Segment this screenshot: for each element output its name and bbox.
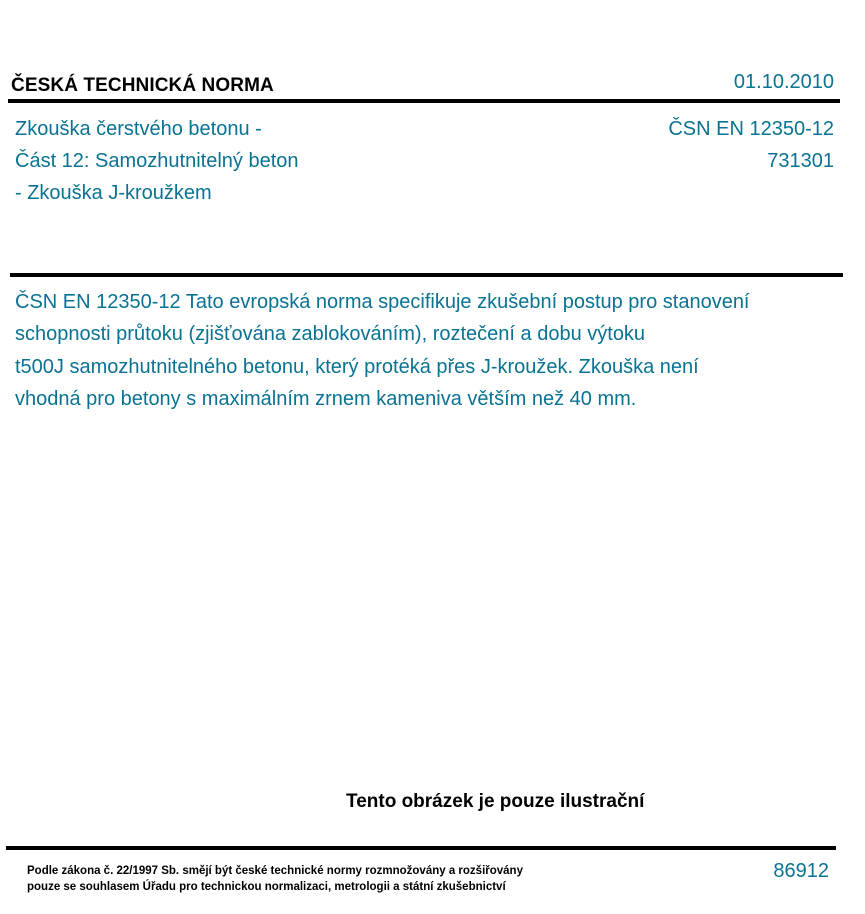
bottom-divider [6, 846, 836, 850]
legal-notice-line: Podle zákona č. 22/1997 Sb. smějí být české technické normy rozmnožovány a rozšiřovány [27, 865, 523, 877]
top-divider [8, 99, 840, 103]
document-number: 86912 [773, 860, 829, 882]
abstract-line: schopnosti průtoku (zjišťována zablokováním), roztečení a dobu výtoku [15, 323, 646, 346]
header-date: 01.10.2010 [733, 71, 834, 93]
abstract-line: vhodná pro betony s maximálním zrnem kameniva větším než 40 mm. [15, 387, 637, 410]
middle-divider [10, 273, 843, 277]
header-title: ČESKÁ TECHNICKÁ NORMA [11, 75, 274, 96]
abstract [15, 286, 815, 415]
legal-notice-line: pouze se souhlasem Úřadu pro technickou normalizaci, metrologii a státní zkušebnictví [27, 880, 506, 893]
standard-title-line: Zkouška čerstvého betonu - [15, 118, 262, 140]
standard-title [15, 113, 435, 209]
standard-title-line: Část 12: Samozhutnitelný beton [15, 150, 299, 172]
standard-identifiers [668, 113, 834, 177]
classification-code: 731301 [767, 150, 834, 172]
standard-designation: ČSN EN 12350-12 [668, 118, 834, 140]
standard-title-line: - Zkouška J-kroužkem [15, 182, 212, 204]
abstract-line: t500J samozhutnitelného betonu, který protéká přes J-kroužek. Zkouška není [15, 355, 699, 378]
illustration-note: Tento obrázek je pouze ilustrační [346, 791, 645, 812]
legal-notice [27, 864, 523, 895]
abstract-line: ČSN EN 12350-12 Tato evropská norma specifikuje zkušební postup pro stanovení [15, 291, 750, 313]
